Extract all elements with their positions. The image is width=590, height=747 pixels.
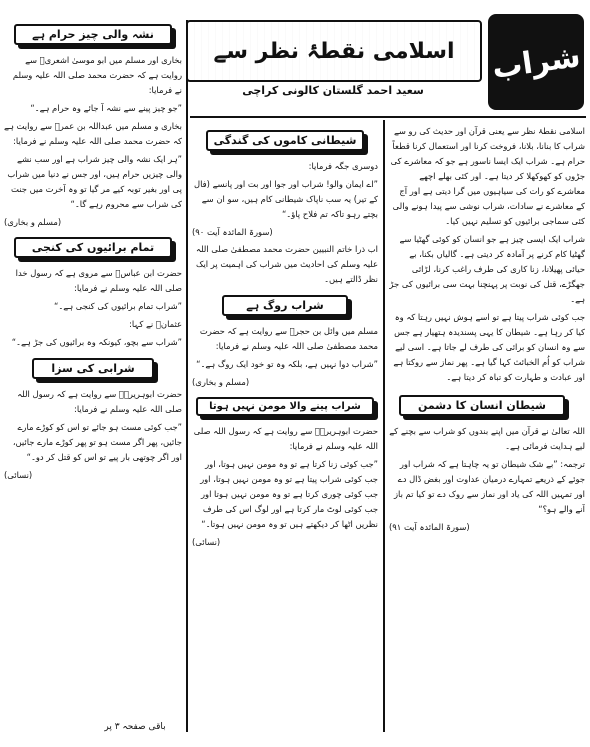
section-paragraph: بخاری اور مسلم میں ابو موسیٰ اشعریؓ سے روایت ہے کہ حضرت محمد صلی اللہ علیہ وسلم نے فرمایا: xyxy=(12,55,182,95)
section-heading: شراب پینے والا مومن نہیں ہوتا xyxy=(196,397,374,416)
section-paragraph: ”شراب دوا نہیں ہے، بلکہ وہ تو خود ایک روگ ہے۔“ xyxy=(196,359,378,369)
column-divider xyxy=(383,120,385,732)
intro-paragraph: اسلامی نقطۂ نظر سے یعنی قرآن اور حدیث کی رو سے شراب کا بنانا، بلانا، فروخت کرنا اور استعمال کرنا قطعاً حرام ہے۔ شراب ایک ایسا ناسور ہے جو کہ معاشرے کی جڑوں کو کھوکھلا کر دیتا ہے۔ اور کئی بھلے اچھے معاشرے کو رات کی سیاہیوں میں گرا دیتی ہے اور آج کے معاشرے نے سادات، شراب نوشی سے پیدا ہونے والی کئی سماجی برائیوں کو تسلیم نہیں کیا۔ xyxy=(390,126,585,226)
section-paragraph: ”جو چیز پینے سے نشہ آ جائے وہ حرام ہے۔“ xyxy=(30,103,182,113)
masthead-rule xyxy=(190,116,586,118)
intro-paragraph: شراب ایک ایسی چیز ہے جو انسان کو کوئی گھٹیا سے گھٹیا کام کرنے پر آمادہ کر دیتی ہے۔ گالیاں بکنا، بے حیائی پھیلانا، زنا کاری کی طرف راغب کرنا، لڑائی جھگڑے، قتل کی نوبت پر پہنچنا بہت سی برائیوں کی جڑ ہے۔ xyxy=(389,234,585,304)
author-byline: سعید احمد گلستان کالونی کراچی xyxy=(242,84,424,97)
section-paragraph: عثمانؓ نے کہا: xyxy=(129,319,182,329)
section-paragraph: ترجمہ: ”بے شک شیطان تو یہ چاہتا ہے کہ شراب اور جوئے کے ذریعے تمہارے درمیان عداوت اور بغض ڈال دے اور تمہیں اللہ کی یاد اور نماز سے روک دے تو کیا تم باز آنے والے ہو؟“ xyxy=(393,459,585,514)
masthead xyxy=(186,14,584,114)
section-paragraph: دوسری جگہ فرمایا: xyxy=(308,161,378,171)
reference: (نسائی) xyxy=(192,537,221,547)
reference: (سورۃ المائدہ آیت ۹۱) xyxy=(389,522,470,532)
section-paragraph: ”شراب تمام برائیوں کی کنجی ہے۔“ xyxy=(54,301,182,311)
section-heading: نشہ والی چیز حرام ہے xyxy=(14,24,172,45)
intro-paragraph: جب کوئی شراب پیتا ہے تو اسے ہوش نہیں رہتا کہ وہ کیا کر رہا ہے۔ شیطان کا یہی پسندیدہ ہتھیار ہے جس سے وہ انسان کو برائی کی طرف لے جاتا ہے۔ اسی لیے شراب کو اُم الخبائث کہا گیا ہے۔ پھر نماز سے روکتا ہے اور عبادت و طہارت کو تباہ کر دیتا ہے۔ xyxy=(393,312,585,382)
section-paragraph: حضرت ابن عباسؓ سے مروی ہے کہ رسول خدا صلی اللہ علیہ وسلم نے فرمایا: xyxy=(15,268,182,293)
continued-note: باقی صفحہ ۳ پر xyxy=(104,722,166,732)
section-heading: شیطانی کاموں کی گندگی xyxy=(206,130,364,151)
section-paragraph: حضرت ابوہریرہؓ سے روایت ہے کہ رسول اللہ صلی اللہ علیہ وسلم نے فرمایا: xyxy=(17,389,182,414)
section-paragraph: اللہ تعالیٰ نے قرآن میں اپنے بندوں کو شراب سے بچنے کے لیے ہدایت فرمائی ہے۔ xyxy=(389,426,585,451)
section-paragraph: ”جب کوئی مست ہو جائے تو اس کو کوڑے مارے جائیں، پھر اگر مست ہو تو پھر کوڑے مارے جائیں، اور اگر چوتھی بار پیے تو اس کو قتل کر دو۔“ xyxy=(12,422,182,462)
reference: (مسلم و بخاری) xyxy=(192,377,250,387)
section-paragraph: ”شراب سے بچو، کیونکہ وہ برائیوں کی جڑ ہے۔“ xyxy=(11,337,182,347)
section-paragraph: اب ذرا خاتم النبیین حضرت محمد مصطفیٰ صلی اللہ علیہ وسلم کی احادیث میں شراب کی اہمیت پر ایک نظر ڈالتے ہیں۔ xyxy=(195,244,378,284)
column-middle xyxy=(192,124,378,736)
page-title: اسلامی نقطۂ نظر سے xyxy=(186,20,482,82)
logo-badge xyxy=(488,14,584,110)
section-paragraph: حضرت ابوہریرہؓ سے روایت ہے کہ رسول اللہ صلی اللہ علیہ وسلم نے فرمایا: xyxy=(193,426,378,451)
reference: (نسائی) xyxy=(4,470,33,480)
reference: (مسلم و بخاری) xyxy=(4,217,62,227)
section-heading: تمام برائیوں کی کنجی xyxy=(14,237,172,258)
column-right xyxy=(389,124,585,736)
reference: (سورۃ المائدہ آیت ۹۰) xyxy=(192,227,273,237)
section-heading: شرابی کی سزا xyxy=(32,358,154,379)
column-left xyxy=(4,20,182,720)
section-heading: شراب روگ ہے xyxy=(222,295,348,316)
section-paragraph: مسلم میں وائل بن حجرؓ سے روایت ہے کہ حضرت محمد مصطفیٰ صلی اللہ علیہ وسلم نے فرمایا: xyxy=(199,326,378,351)
section-paragraph: بخاری و مسلم میں عبداللہ بن عمرؓ سے روایت ہے کہ حضرت محمد صلی اللہ علیہ وسلم نے فرمایا: xyxy=(4,121,182,146)
column-divider xyxy=(186,20,188,732)
section-paragraph: ”ہر ایک نشہ والی چیز شراب ہے اور سب نشے والی چیزیں حرام ہیں، اور جس نے دنیا میں شراب پی اور بغیر توبہ کیے مر گیا تو وہ آخرت میں جنت کی شراب سے محروم رہے گا۔“ xyxy=(7,154,182,209)
section-heading: شیطان انسان کا دشمن xyxy=(399,395,565,416)
section-paragraph: ”اے ایمان والو! شراب اور جوا اور بت اور پانسے (فال کے تیر) یہ سب ناپاک شیطانی کام ہیں، سو ان سے بچتے رہو تاکہ تم فلاح پاؤ۔“ xyxy=(194,179,378,219)
section-paragraph: ”جب کوئی زنا کرتا ہے تو وہ مومن نہیں ہوتا، اور جب کوئی شراب پیتا ہے تو وہ مومن نہیں ہوتا، اور جب کوئی چوری کرتا ہے تو وہ مومن نہیں ہوتا اور جب کوئی لوٹ مار کرتا ہے اور لوگ اس کی طرف نظریں اٹھا کر دیکھتے ہیں تو وہ مومن نہیں ہوتا۔“ xyxy=(200,459,378,529)
logo-text: شراب xyxy=(489,38,583,86)
